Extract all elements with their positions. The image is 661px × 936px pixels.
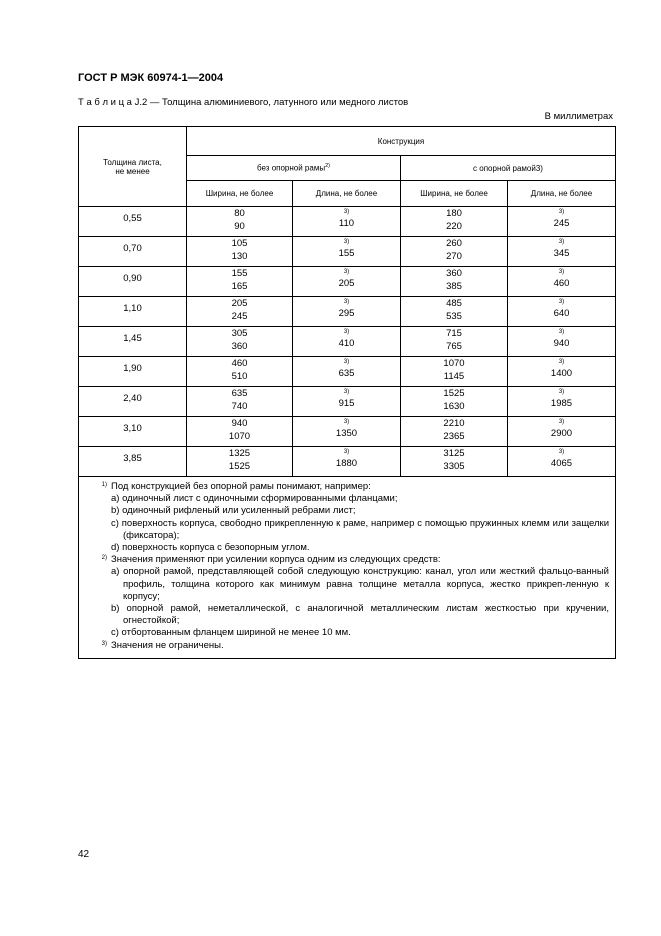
note-1c: c) поверхность корпуса, свободно прикрепленную к раме, например с помощью пружинных клемм или защелки (фиксатора); (111, 517, 609, 541)
cell-width-without-frame (187, 357, 293, 387)
header-without-frame (187, 156, 401, 181)
cell-width-value-1: 80 (234, 208, 245, 219)
cell-length-with-frame (508, 447, 616, 477)
cell-length-sup: 3) (343, 389, 350, 395)
cell-width-value-2: 245 (231, 310, 248, 322)
cell-width-with-frame (401, 297, 508, 327)
cell-length-value: 155 (338, 248, 355, 259)
cell-length-value: 245 (553, 218, 570, 229)
cell-length-sup: 3) (343, 299, 350, 305)
cell-length-sup: 3) (343, 239, 350, 245)
header-width-1: Ширина, не более (187, 181, 293, 207)
cell-thickness: 3,85 (79, 447, 187, 477)
table-row (79, 267, 616, 297)
note-1b: b) одиночный рифленый или усиленный ребрами лист; (111, 505, 356, 517)
cell-width-value-1: 2210 (443, 418, 465, 429)
cell-width-with-frame (401, 417, 508, 447)
cell-length-sup: 3) (558, 449, 565, 455)
cell-width-with-frame (401, 357, 508, 387)
cell-length-value: 205 (338, 278, 355, 289)
header-thickness: Толщина листа, не менее (79, 127, 187, 207)
cell-width-value-1: 305 (231, 328, 248, 339)
table-row (79, 327, 616, 357)
cell-length-value: 1880 (335, 458, 358, 469)
cell-length-sup: 3) (343, 419, 350, 425)
cell-length-value: 915 (338, 398, 355, 409)
table-notes (79, 477, 616, 659)
note-2-mark: 2) (101, 555, 107, 562)
cell-length-without-frame (293, 417, 401, 447)
note-3-mark: 3) (101, 640, 107, 647)
cell-thickness: 1,45 (79, 327, 187, 357)
cell-length-without-frame (293, 207, 401, 237)
cell-width-value-1: 940 (231, 418, 248, 429)
cell-width-value-2: 1525 (228, 460, 251, 472)
cell-length-value: 410 (338, 338, 355, 349)
cell-width-value-1: 205 (231, 298, 248, 309)
cell-length-without-frame (293, 267, 401, 297)
note-2c: c) отбортованным фланцем шириной не менее 10 мм. (111, 627, 351, 639)
cell-width-value-2: 1145 (443, 370, 465, 382)
cell-length-sup: 3) (343, 359, 350, 365)
cell-width-value-2: 165 (231, 280, 248, 292)
cell-length-value: 345 (553, 248, 570, 259)
note-1d: d) поверхность корпуса с безопорным углом. (111, 542, 310, 554)
cell-width-without-frame (187, 297, 293, 327)
cell-length-value: 460 (553, 278, 570, 289)
cell-length-with-frame (508, 237, 616, 267)
cell-width-value-2: 130 (231, 250, 248, 262)
note-1-mark: 1) (101, 482, 107, 488)
cell-width-with-frame (401, 447, 508, 477)
cell-length-with-frame (508, 417, 616, 447)
cell-length-with-frame (508, 207, 616, 237)
cell-width-without-frame (187, 417, 293, 447)
cell-length-with-frame (508, 267, 616, 297)
cell-width-value-1: 635 (231, 388, 248, 399)
cell-length-value: 640 (553, 308, 570, 319)
table-row (79, 237, 616, 267)
cell-width-value-1: 715 (446, 328, 462, 339)
cell-width-value-1: 155 (231, 268, 248, 279)
cell-width-value-2: 220 (446, 220, 462, 232)
cell-width-with-frame (401, 387, 508, 417)
cell-length-value: 1400 (550, 368, 573, 379)
cell-width-without-frame (187, 387, 293, 417)
cell-thickness: 0,55 (79, 207, 187, 237)
cell-width-value-2: 3305 (443, 460, 465, 472)
cell-thickness: 0,70 (79, 237, 187, 267)
cell-length-sup: 3) (558, 299, 565, 305)
cell-length-sup: 3) (343, 269, 350, 275)
note-3-text: Значения не ограничены. (111, 639, 224, 651)
cell-width-value-1: 1325 (228, 448, 251, 459)
cell-width-value-1: 3125 (443, 448, 465, 459)
cell-width-without-frame (187, 237, 293, 267)
header-without-frame-sup: 2) (325, 163, 330, 170)
note-1a: a) одиночный лист с одиночными сформированными фланцами; (111, 493, 398, 505)
cell-width-value-2: 1630 (443, 400, 465, 412)
cell-length-sup: 3) (343, 449, 350, 455)
cell-width-with-frame (401, 207, 508, 237)
cell-length-without-frame (293, 447, 401, 477)
cell-width-value-1: 105 (231, 238, 248, 249)
cell-length-without-frame (293, 327, 401, 357)
header-length-1: Длина, не более (293, 181, 401, 207)
note-1-text: Под конструкцией без опорной рамы понимают, например: (111, 481, 371, 492)
cell-width-value-1: 1525 (443, 388, 465, 399)
cell-length-with-frame (508, 327, 616, 357)
cell-length-value: 1350 (335, 428, 358, 439)
cell-length-with-frame (508, 357, 616, 387)
cell-width-value-1: 180 (446, 208, 462, 219)
cell-length-sup: 3) (558, 329, 565, 335)
cell-width-value-2: 1070 (228, 430, 251, 442)
cell-width-value-1: 1070 (443, 358, 465, 369)
header-width-2: Ширина, не более (401, 181, 508, 207)
cell-width-value-1: 360 (446, 268, 462, 279)
table-row (79, 447, 616, 477)
cell-length-sup: 3) (558, 419, 565, 425)
cell-thickness: 1,10 (79, 297, 187, 327)
table-row (79, 417, 616, 447)
note-2b: b) опорной рамой, неметаллической, с аналогичной металлическим листам жесткостью при кручении, огнестойкой; (111, 603, 609, 627)
cell-length-sup: 3) (558, 239, 565, 245)
table-title: Т а б л и ц а J.2 — Толщина алюминиевого, латунного или медного листов (78, 97, 409, 108)
cell-width-without-frame (187, 327, 293, 357)
cell-length-value: 2900 (550, 428, 573, 439)
cell-thickness: 0,90 (79, 267, 187, 297)
cell-length-sup: 3) (558, 209, 565, 215)
cell-width-value-2: 2365 (443, 430, 465, 442)
page-number: 42 (78, 849, 90, 860)
cell-width-value-2: 765 (446, 340, 462, 352)
cell-length-with-frame (508, 387, 616, 417)
units-label: В миллиметрах (544, 111, 613, 122)
table-row (79, 387, 616, 417)
cell-length-without-frame (293, 357, 401, 387)
header-construction: Конструкция (187, 127, 616, 156)
cell-length-value: 635 (338, 368, 355, 379)
cell-length-sup: 3) (343, 329, 350, 335)
note-3 (87, 640, 609, 652)
note-1 (87, 481, 609, 493)
cell-width-without-frame (187, 207, 293, 237)
cell-thickness: 1,90 (79, 357, 187, 387)
table-row (79, 357, 616, 387)
cell-width-value-2: 740 (231, 400, 248, 412)
note-2 (87, 554, 609, 566)
table-row (79, 207, 616, 237)
cell-length-sup: 3) (558, 389, 565, 395)
cell-width-with-frame (401, 267, 508, 297)
cell-length-sup: 3) (343, 209, 350, 215)
cell-length-value: 940 (553, 338, 570, 349)
table-row (79, 297, 616, 327)
cell-width-value-1: 485 (446, 298, 462, 309)
cell-length-sup: 3) (558, 269, 565, 275)
cell-width-value-2: 360 (231, 340, 248, 352)
note-2-text: Значения применяют при усилении корпуса одним из следующих средств: (111, 554, 441, 566)
cell-length-without-frame (293, 237, 401, 267)
cell-thickness: 3,10 (79, 417, 187, 447)
header-with-frame: с опорной рамой3) (401, 156, 616, 181)
cell-width-without-frame (187, 267, 293, 297)
cell-width-without-frame (187, 447, 293, 477)
cell-width-value-2: 385 (446, 280, 462, 292)
cell-length-value: 110 (338, 218, 355, 229)
cell-length-sup: 3) (558, 359, 565, 365)
cell-width-with-frame (401, 327, 508, 357)
cell-width-value-2: 90 (234, 220, 245, 232)
cell-length-value: 295 (338, 308, 355, 319)
cell-width-with-frame (401, 237, 508, 267)
cell-length-with-frame (508, 297, 616, 327)
header-length-2: Длина, не более (508, 181, 616, 207)
cell-length-without-frame (293, 387, 401, 417)
document-header: ГОСТ Р МЭК 60974-1—2004 (78, 72, 224, 84)
thickness-table (78, 126, 616, 659)
cell-length-without-frame (293, 297, 401, 327)
cell-length-value: 4065 (550, 458, 573, 469)
cell-width-value-1: 260 (446, 238, 462, 249)
cell-width-value-2: 510 (231, 370, 248, 382)
cell-width-value-2: 535 (446, 310, 462, 322)
header-without-frame-label: без опорной рамы (257, 163, 326, 173)
cell-width-value-1: 460 (231, 358, 248, 369)
note-2a: a) опорной рамой, представляющей собой следующую конструкцию: канал, угол или жесткий фальцо-ванный профиль, толщина которого как минимум равна толщине металла корпуса, жестко прикреп-ленную к корпусу; (111, 566, 609, 602)
cell-thickness: 2,40 (79, 387, 187, 417)
cell-width-value-2: 270 (446, 250, 462, 262)
cell-length-value: 1985 (550, 398, 573, 409)
